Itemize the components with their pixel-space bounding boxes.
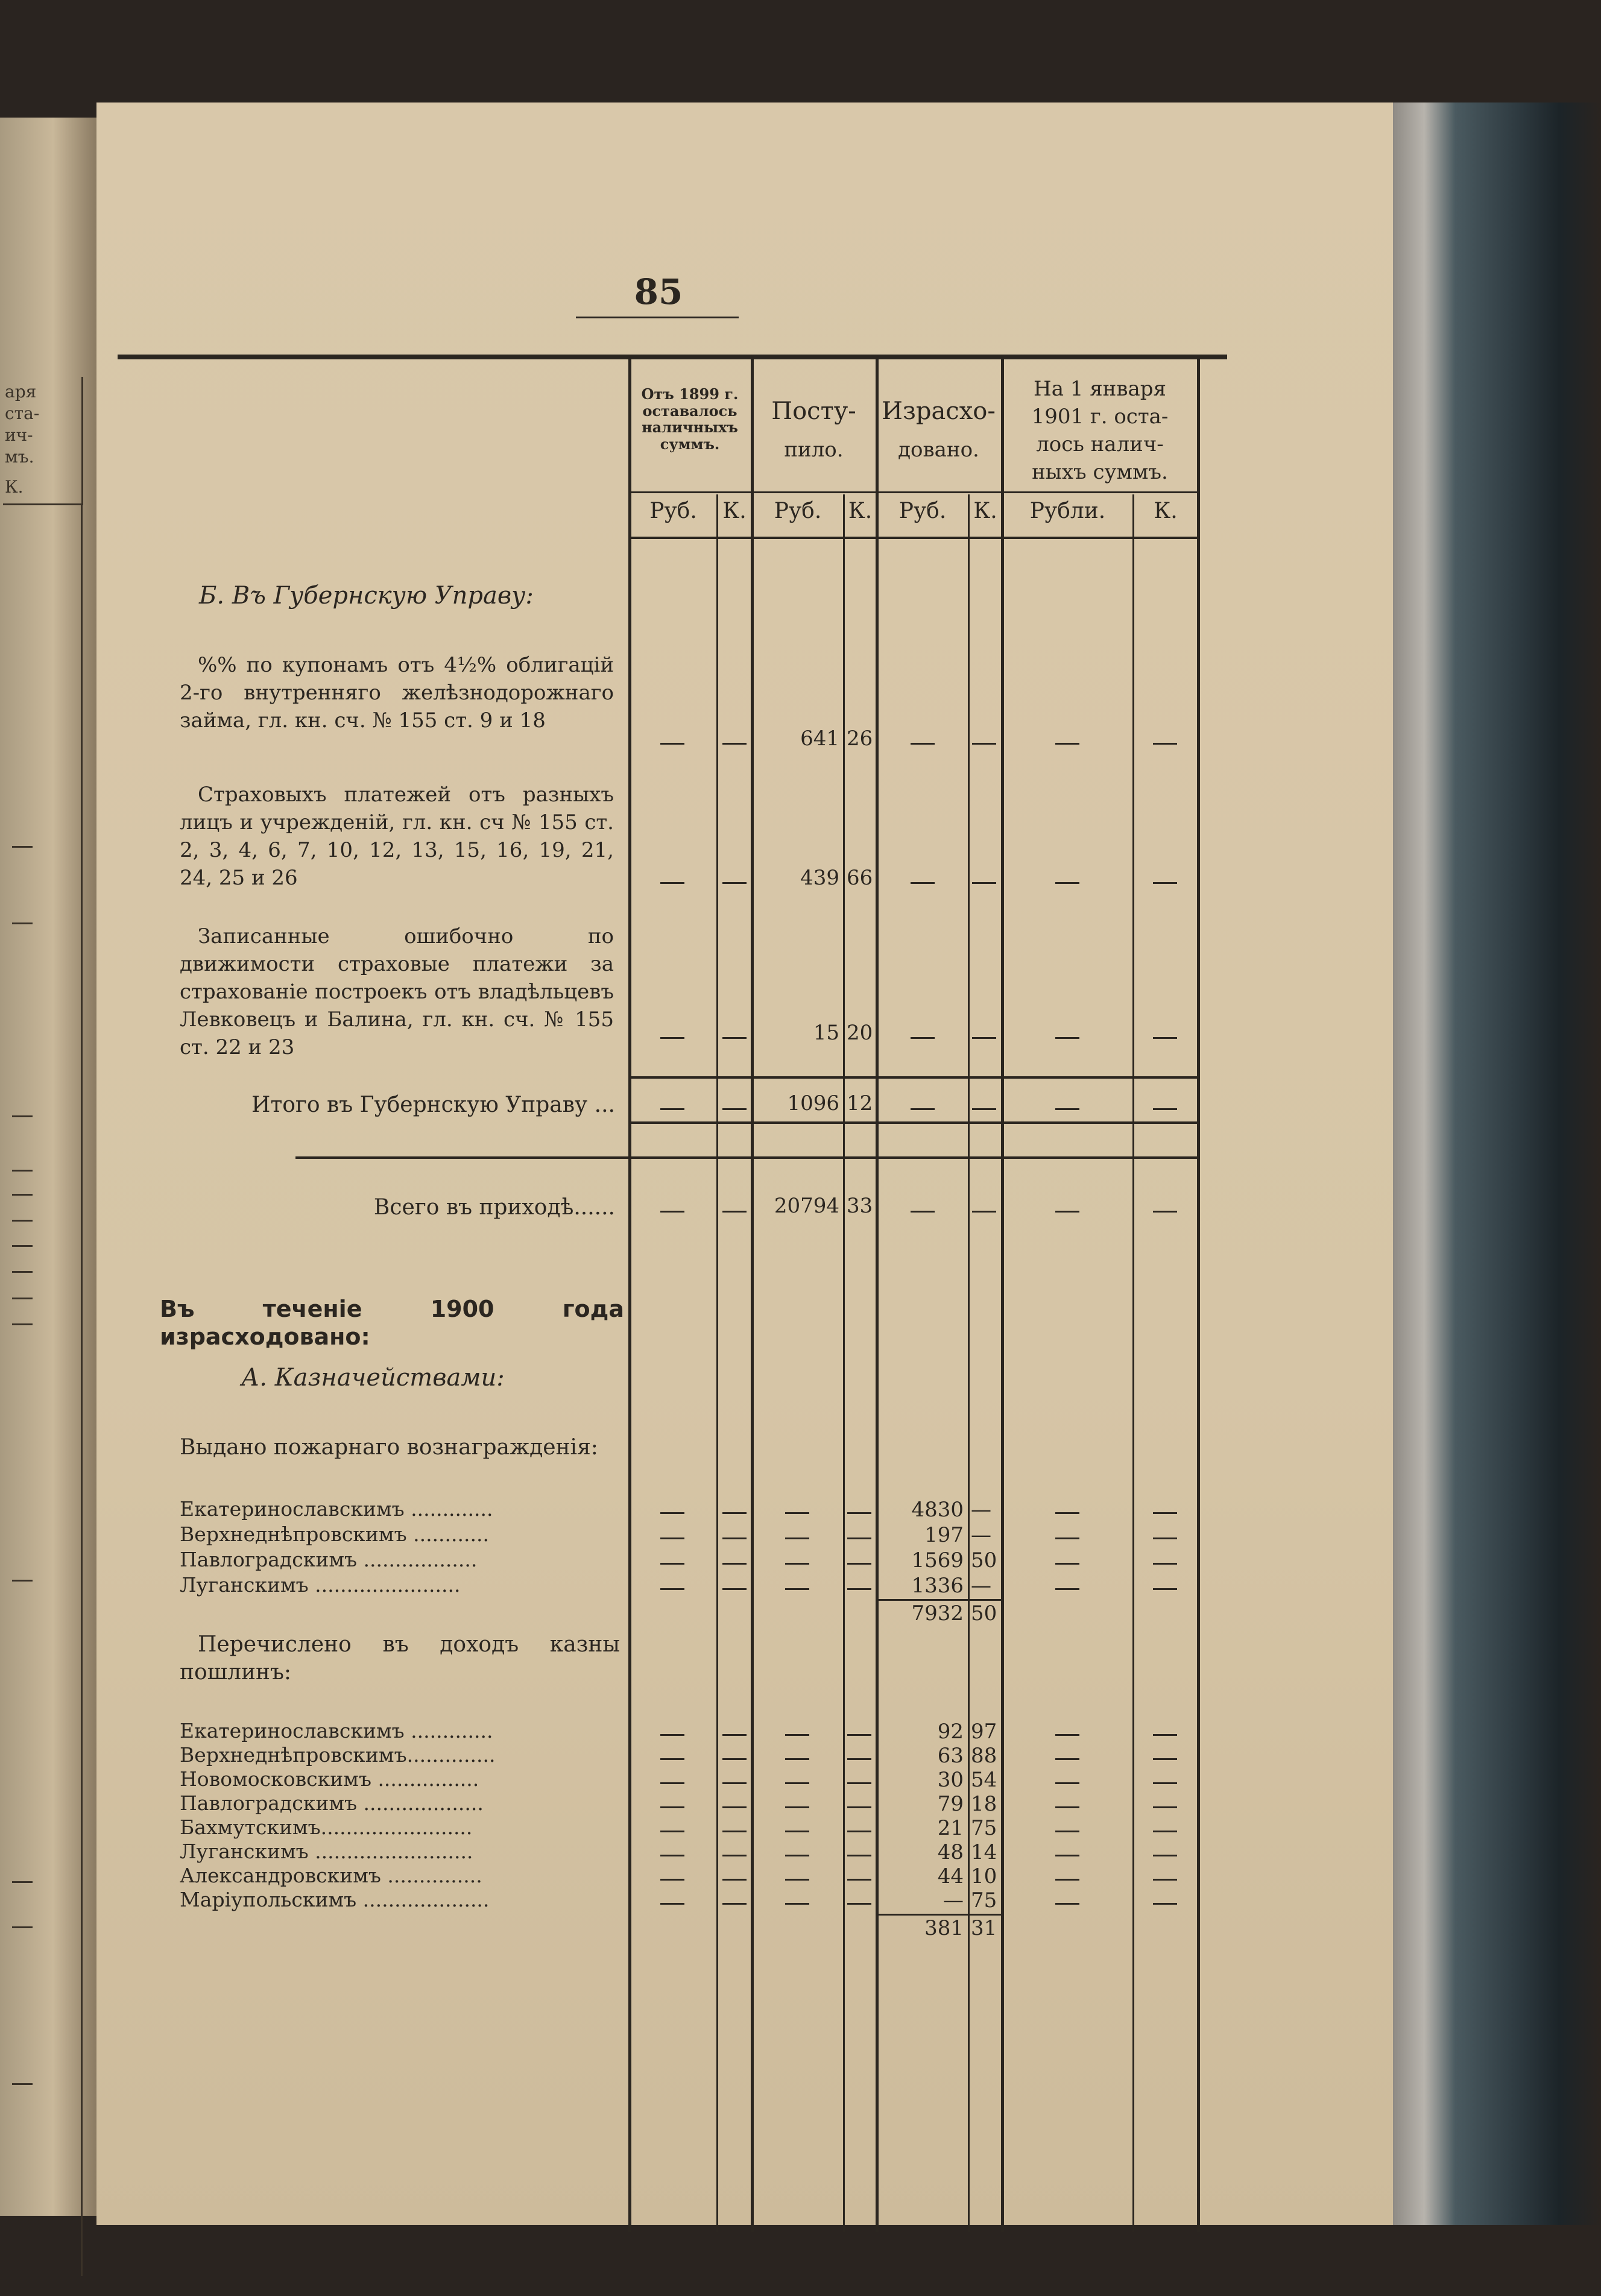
empty-dash (1153, 1831, 1177, 1832)
column-rule (1001, 359, 1004, 2232)
spent-rub: 92 (937, 1720, 964, 1744)
empty-dash (722, 882, 747, 884)
empty-dash (722, 1806, 747, 1808)
empty-dash (1153, 743, 1177, 745)
empty-dash (660, 1563, 684, 1565)
empty-dash (722, 1211, 747, 1213)
empty-dash (722, 743, 747, 745)
district-name: Новомосковскимъ (180, 1767, 371, 1791)
header-col3-line: Израсхо- (882, 397, 996, 425)
section-b-total-kop: 12 (847, 1091, 873, 1115)
list-item: Бахмутскимъ........................ (180, 1815, 473, 1839)
spent-kop: 97 (971, 1720, 997, 1744)
empty-dash (785, 1831, 809, 1832)
received-rub: 439 (800, 866, 839, 890)
unit-label: К. (973, 499, 997, 523)
empty-dash (972, 1037, 996, 1039)
header-col1-line: оставалось (642, 402, 737, 420)
left-page-unit: К. (5, 477, 24, 497)
empty-dash (785, 1538, 809, 1539)
spent-kop: 75 (971, 1816, 997, 1840)
empty-dash (847, 1563, 871, 1565)
empty-dash (785, 1758, 809, 1760)
group1-sum-kop: 50 (971, 1601, 997, 1626)
district-name: Екатеринославскимъ (180, 1497, 405, 1521)
total-rule (628, 1121, 1199, 1124)
spent-kop: 18 (971, 1792, 997, 1816)
group1-title: Выдано пожарнаго вознагражденія: (180, 1435, 598, 1460)
list-item: Павлоградскимъ .................. (180, 1548, 478, 1571)
empty-dash (1055, 1806, 1079, 1808)
empty-dash (722, 1734, 747, 1736)
empty-dash (1055, 1831, 1079, 1832)
empty-dash (785, 1563, 809, 1565)
group1-sum-rub: 7932 (911, 1601, 964, 1626)
book-edges (1393, 102, 1601, 2225)
empty-dash (1153, 1211, 1177, 1213)
empty-dash (1055, 1734, 1079, 1736)
empty-dash (1055, 1903, 1079, 1905)
district-name: Екатеринославскимъ (180, 1719, 405, 1742)
district-name: Верхнеднѣпровскимъ (180, 1522, 407, 1546)
column-rule (1132, 494, 1134, 2232)
empty-dash (785, 1903, 809, 1905)
unit-label: К. (848, 499, 873, 523)
list-item: Новомосковскимъ ................ (180, 1767, 479, 1791)
spent-kop: 54 (971, 1768, 997, 1792)
empty-dash (911, 1108, 935, 1110)
empty-dash (847, 1806, 871, 1808)
header-rule (628, 537, 1199, 539)
district-name: Бахмутскимъ (180, 1815, 321, 1839)
empty-dash (1055, 1588, 1079, 1590)
section-b-total-label: Итого въ Губернскую Управу ... (251, 1093, 615, 1117)
received-kop: 20 (847, 1021, 873, 1045)
empty-dash (847, 1831, 871, 1832)
empty-dash (722, 1563, 747, 1565)
table-top-rule (118, 355, 1227, 359)
district-name: Маріупольскимъ (180, 1888, 357, 1911)
grand-total-rule (295, 1156, 1200, 1159)
empty-dash (660, 1782, 684, 1784)
left-page-dash (12, 846, 33, 848)
group2-title: Перечислено въ доходъ казны пошлинъ: (180, 1632, 620, 1685)
empty-dash (660, 1879, 684, 1881)
page-number-rule (576, 317, 739, 318)
district-name: Павлоградскимъ (180, 1548, 358, 1571)
empty-dash (660, 1037, 684, 1039)
empty-dash (847, 1855, 871, 1856)
list-item: Екатеринославскимъ ............. (180, 1719, 493, 1742)
empty-dash (1055, 1782, 1079, 1784)
spent-kop: — (971, 1523, 991, 1547)
empty-dash (1153, 882, 1177, 884)
column-rule (716, 494, 718, 2232)
empty-dash (911, 743, 935, 745)
list-item: Верхнеднѣпровскимъ ............ (180, 1522, 489, 1546)
left-page-dash (12, 1220, 33, 1222)
empty-dash (972, 743, 996, 745)
spent-heading: Въ теченіе 1900 года израсходовано: (160, 1296, 624, 1350)
header-col2-line: пило. (784, 438, 844, 462)
header-col4-line: 1901 г. оста- (1031, 405, 1169, 429)
left-page-dash (12, 1194, 33, 1196)
empty-dash (1153, 1879, 1177, 1881)
section-a-title: А. Казначействами: (241, 1364, 505, 1392)
empty-dash (660, 1211, 684, 1213)
empty-dash (722, 1903, 747, 1905)
left-page-header-line: мъ. (5, 447, 34, 467)
district-name: Луганскимъ (180, 1573, 309, 1597)
total-rule (628, 1076, 1199, 1079)
left-page-dash (12, 922, 33, 924)
header-col2-line: Посту- (771, 397, 856, 425)
empty-dash (1153, 1588, 1177, 1590)
header-rule (628, 491, 1199, 493)
header-col3 (877, 392, 1000, 469)
empty-dash (847, 1734, 871, 1736)
empty-dash (660, 1806, 684, 1808)
spent-rub: 79 (937, 1792, 964, 1816)
spent-rub: 21 (937, 1816, 964, 1840)
received-kop: 66 (847, 866, 873, 890)
empty-dash (785, 1588, 809, 1590)
received-rub: 15 (813, 1021, 839, 1045)
unit-label: К. (1154, 499, 1178, 523)
spent-rub: 44 (937, 1864, 964, 1888)
header-col4-line: ныхъ суммъ. (1032, 460, 1168, 484)
section-b-total-rub: 1096 (787, 1091, 839, 1115)
section-b-total-label-text: Итого въ Губернскую Управу (251, 1093, 588, 1117)
spent-kop: — (971, 1498, 991, 1522)
empty-dash (1055, 1563, 1079, 1565)
empty-dash (660, 1538, 684, 1539)
grand-total-rub: 20794 (774, 1194, 839, 1218)
section-b-title: Б. Въ Губернскую Управу: (199, 582, 534, 610)
column-rule (876, 359, 879, 2232)
unit-label: Руб. (649, 499, 697, 523)
empty-dash (722, 1538, 747, 1539)
empty-dash (1153, 1806, 1177, 1808)
empty-dash (1153, 1758, 1177, 1760)
empty-dash (847, 1903, 871, 1905)
empty-dash (660, 1855, 684, 1856)
list-item: Верхнеднѣпровскимъ.............. (180, 1743, 496, 1767)
empty-dash (722, 1588, 747, 1590)
page-number: 85 (634, 271, 683, 312)
empty-dash (1153, 1037, 1177, 1039)
empty-dash (1153, 1734, 1177, 1736)
empty-dash (847, 1879, 871, 1881)
empty-dash (722, 1879, 747, 1881)
empty-dash (722, 1758, 747, 1760)
spent-kop: 88 (971, 1744, 997, 1768)
unit-label: Руб. (898, 499, 947, 523)
received-kop: 26 (847, 727, 873, 751)
empty-dash (911, 882, 935, 884)
left-page-rule (81, 503, 83, 2276)
empty-dash (1055, 1538, 1079, 1539)
empty-dash (1153, 1563, 1177, 1565)
empty-dash (660, 743, 684, 745)
empty-dash (1153, 1782, 1177, 1784)
spent-rub: 1569 (911, 1548, 964, 1572)
empty-dash (660, 1512, 684, 1514)
column-rule (628, 359, 631, 2232)
column-rule (968, 494, 970, 2232)
empty-dash (847, 1782, 871, 1784)
spent-rub: 4830 (911, 1498, 964, 1522)
left-page-dash (12, 1580, 33, 1582)
header-col1-line: Отъ 1899 г. (641, 385, 739, 403)
empty-dash (1055, 1512, 1079, 1514)
spent-kop: 14 (971, 1840, 997, 1864)
empty-dash (660, 1734, 684, 1736)
spent-rub: — (943, 1888, 964, 1913)
left-page-dash (12, 1881, 33, 1883)
left-page-fragment (0, 118, 96, 2216)
list-item: Маріупольскимъ .................... (180, 1888, 490, 1911)
empty-dash (1055, 1108, 1079, 1110)
spent-kop: 10 (971, 1864, 997, 1888)
empty-dash (911, 1211, 935, 1213)
left-page-dash (12, 1323, 33, 1325)
empty-dash (847, 1512, 871, 1514)
header-col3-line: довано. (898, 438, 979, 462)
header-col4 (1003, 375, 1197, 486)
empty-dash (911, 1037, 935, 1039)
spent-rub: 30 (937, 1768, 964, 1792)
empty-dash (1153, 1903, 1177, 1905)
spent-rub: 1336 (911, 1574, 964, 1598)
empty-dash (660, 1588, 684, 1590)
empty-dash (1055, 1211, 1079, 1213)
district-name: Александровскимъ (180, 1864, 381, 1887)
left-page-dash (12, 2083, 33, 2085)
left-page-dash (12, 1170, 33, 1172)
empty-dash (1055, 1855, 1079, 1856)
empty-dash (972, 1108, 996, 1110)
empty-dash (1153, 1512, 1177, 1514)
unit-label: Рубли. (1029, 499, 1106, 523)
empty-dash (1055, 1758, 1079, 1760)
header-col1-line: наличныхъ (642, 418, 738, 437)
subtotal-rule (876, 1914, 1001, 1916)
empty-dash (660, 1831, 684, 1832)
empty-dash (1153, 1538, 1177, 1539)
spent-rub: 48 (937, 1840, 964, 1864)
list-item: Павлоградскимъ ................... (180, 1791, 484, 1815)
column-rule (751, 359, 754, 2232)
spent-rub: 197 (924, 1523, 964, 1547)
empty-dash (722, 1782, 747, 1784)
left-page-header-line: ич- (5, 425, 33, 445)
district-name: Луганскимъ (180, 1840, 309, 1863)
empty-dash (1153, 1855, 1177, 1856)
empty-dash (660, 882, 684, 884)
empty-dash (785, 1512, 809, 1514)
left-page-dash (12, 1271, 33, 1273)
spent-kop: 50 (971, 1548, 997, 1572)
unit-label: К. (722, 499, 747, 523)
empty-dash (1055, 1879, 1079, 1881)
entry-text: %% по купонамъ отъ 4½% облигацій 2-го внутренняго желѣзнодорожнаго займа, гл. кн. сч. № 155 ст. 9 и 18 (180, 653, 614, 733)
left-page-header-line: ста- (5, 403, 40, 423)
header-col2 (753, 392, 875, 469)
entry-text: Записанные ошибочно по движимости страховые платежи за страхованіе построекъ отъ владѣльцевъ Левковецъ и Балина, гл. кн. сч. № 155 ст. 22 и 23 (180, 924, 614, 1059)
subtotal-rule (876, 1599, 1001, 1601)
left-page-header-line: аря (5, 382, 37, 402)
list-item: Луганскимъ ......................... (180, 1840, 473, 1863)
district-name: Павлоградскимъ (180, 1791, 358, 1815)
empty-dash (722, 1512, 747, 1514)
empty-dash (785, 1734, 809, 1736)
spent-rub: 63 (937, 1744, 964, 1768)
spent-kop: 75 (971, 1888, 997, 1913)
list-item: Екатеринославскимъ ............. (180, 1497, 493, 1521)
left-page-dash (12, 1115, 33, 1117)
empty-dash (785, 1806, 809, 1808)
grand-total-kop: 33 (847, 1194, 873, 1218)
empty-dash (1055, 1037, 1079, 1039)
unit-label: Руб. (774, 499, 822, 523)
header-col4-line: лось налич- (1036, 432, 1164, 456)
empty-dash (1055, 882, 1079, 884)
list-item: Александровскимъ ............... (180, 1864, 482, 1887)
grand-total-label: Всего въ приходѣ...... (373, 1195, 615, 1220)
grand-total-label-text: Всего въ приходѣ (373, 1195, 574, 1220)
empty-dash (660, 1903, 684, 1905)
header-col4-line: На 1 января (1034, 377, 1166, 401)
empty-dash (722, 1037, 747, 1039)
list-item: Луганскимъ ....................... (180, 1573, 461, 1597)
empty-dash (785, 1782, 809, 1784)
district-name: Верхнеднѣпровскимъ (180, 1743, 407, 1767)
empty-dash (722, 1855, 747, 1856)
empty-dash (847, 1538, 871, 1539)
header-col1-line: суммъ. (660, 435, 720, 453)
empty-dash (972, 1211, 996, 1213)
left-page-dash (12, 1298, 33, 1299)
header-col1 (630, 386, 750, 452)
empty-dash (785, 1879, 809, 1881)
empty-dash (1055, 743, 1079, 745)
group2-sum-kop: 31 (971, 1916, 997, 1940)
left-page-dash (12, 1926, 33, 1928)
empty-dash (847, 1588, 871, 1590)
column-rule (843, 494, 845, 2232)
group2-sum-rub: 381 (924, 1916, 964, 1940)
empty-dash (1153, 1108, 1177, 1110)
empty-dash (847, 1758, 871, 1760)
empty-dash (660, 1108, 684, 1110)
spent-kop: — (971, 1574, 991, 1598)
empty-dash (722, 1108, 747, 1110)
empty-dash (722, 1831, 747, 1832)
empty-dash (972, 882, 996, 884)
left-page-dash (12, 1245, 33, 1247)
received-rub: 641 (800, 727, 839, 751)
empty-dash (660, 1758, 684, 1760)
column-rule (1197, 359, 1200, 2232)
entry-text: Страховыхъ платежей отъ разныхъ лицъ и учрежденій, гл. кн. сч № 155 ст. 2, 3, 4, 6, 7, 10, 12, 13, 15, 16, 19, 21, 24, 25 и 26 (180, 783, 614, 890)
empty-dash (785, 1855, 809, 1856)
